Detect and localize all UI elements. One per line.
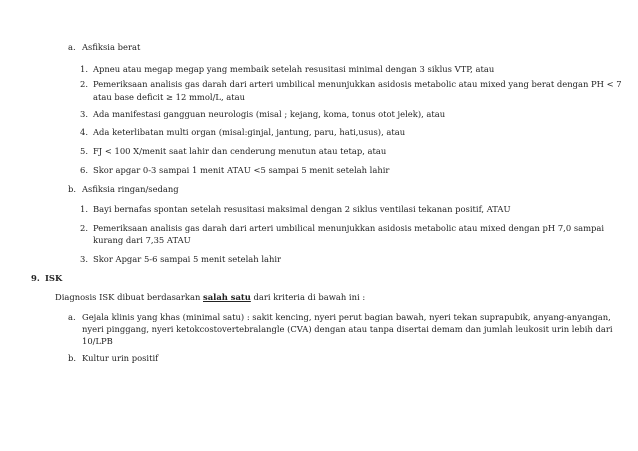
list-marker: b. (68, 184, 77, 194)
list-marker: 5. (80, 146, 88, 156)
list-marker: b. (68, 353, 77, 363)
list-marker: a. (68, 312, 76, 322)
subheading-asfiksia-berat: Asfiksia berat (82, 42, 141, 52)
section-number: 9. (31, 273, 40, 283)
list-item-text: FJ < 100 X/menit saat lahir dan cenderung menutun atau tetap, atau (93, 146, 387, 156)
list-marker: 4. (80, 127, 88, 137)
list-item-text: nyeri pinggang, nyeri ketokcostovertebralangle (CVA) dengan atau tanpa disertai demam dan jumlah leukosit urin lebih dari (82, 324, 613, 334)
list-item-text: Ada manifestasi gangguan neurologis (misal ; kejang, koma, tonus otot jelek), atau (93, 109, 446, 119)
list-item-text: Skor apgar 0-3 sampai 1 menit ATAU <5 sampai 5 menit setelah lahir (93, 165, 390, 175)
list-item-text: Skor Apgar 5-6 sampai 5 menit setelah lahir (93, 254, 282, 264)
list-marker: 3. (80, 109, 88, 119)
list-item-text: Pemeriksaan analisis gas darah dari arteri umbilical menunjukkan asidosis metabolic atau mixed yang berat dengan PH < 7 (93, 79, 622, 89)
intro-text: dari kriteria di bawah ini : (250, 292, 366, 302)
list-marker: 1. (80, 204, 88, 214)
section-heading-isk: ISK (45, 273, 63, 283)
list-marker: 3. (80, 254, 88, 264)
list-marker: 6. (80, 165, 88, 175)
list-item-text: Ada keterlibatan multi organ (misal:ginjal, jantung, paru, hati,usus), atau (93, 127, 406, 137)
list-marker: 1. (80, 64, 88, 74)
list-item-text: Apneu atau megap megap yang membaik setelah resusitasi minimal dengan 3 siklus VTP, atau (93, 64, 495, 74)
list-marker: 2. (80, 79, 88, 89)
subheading-asfiksia-ringan: Asfiksia ringan/sedang (82, 184, 179, 194)
list-item-text: Bayi bernafas spontan setelah resusitasi maksimal dengan 2 siklus ventilasi tekanan positif, ATAU (93, 204, 511, 214)
intro-text: Diagnosis ISK dibuat berdasarkan (55, 292, 203, 302)
intro-paragraph (55, 292, 365, 303)
list-item-text: Pemeriksaan analisis gas darah dari arteri umbilical menunjukkan asidosis metabolic atau mixed dengan pH 7,0 sampai (93, 223, 605, 233)
list-item-text: Gejala klinis yang khas (minimal satu) : sakit kencing, nyeri perut bagian bawah, nyeri tekan suprapubik, anyang-anyangan, (82, 312, 611, 322)
list-item-text: Kultur urin positif (82, 353, 159, 363)
list-marker: 2. (80, 223, 88, 233)
intro-emphasis: salah satu (203, 292, 251, 302)
list-item-text: 10/LPB (82, 336, 113, 346)
list-marker: a. (68, 42, 76, 52)
list-item-text: kurang dari 7,35 ATAU (93, 235, 191, 245)
list-item-text: atau base deficit ≥ 12 mmol/L, atau (93, 92, 246, 102)
